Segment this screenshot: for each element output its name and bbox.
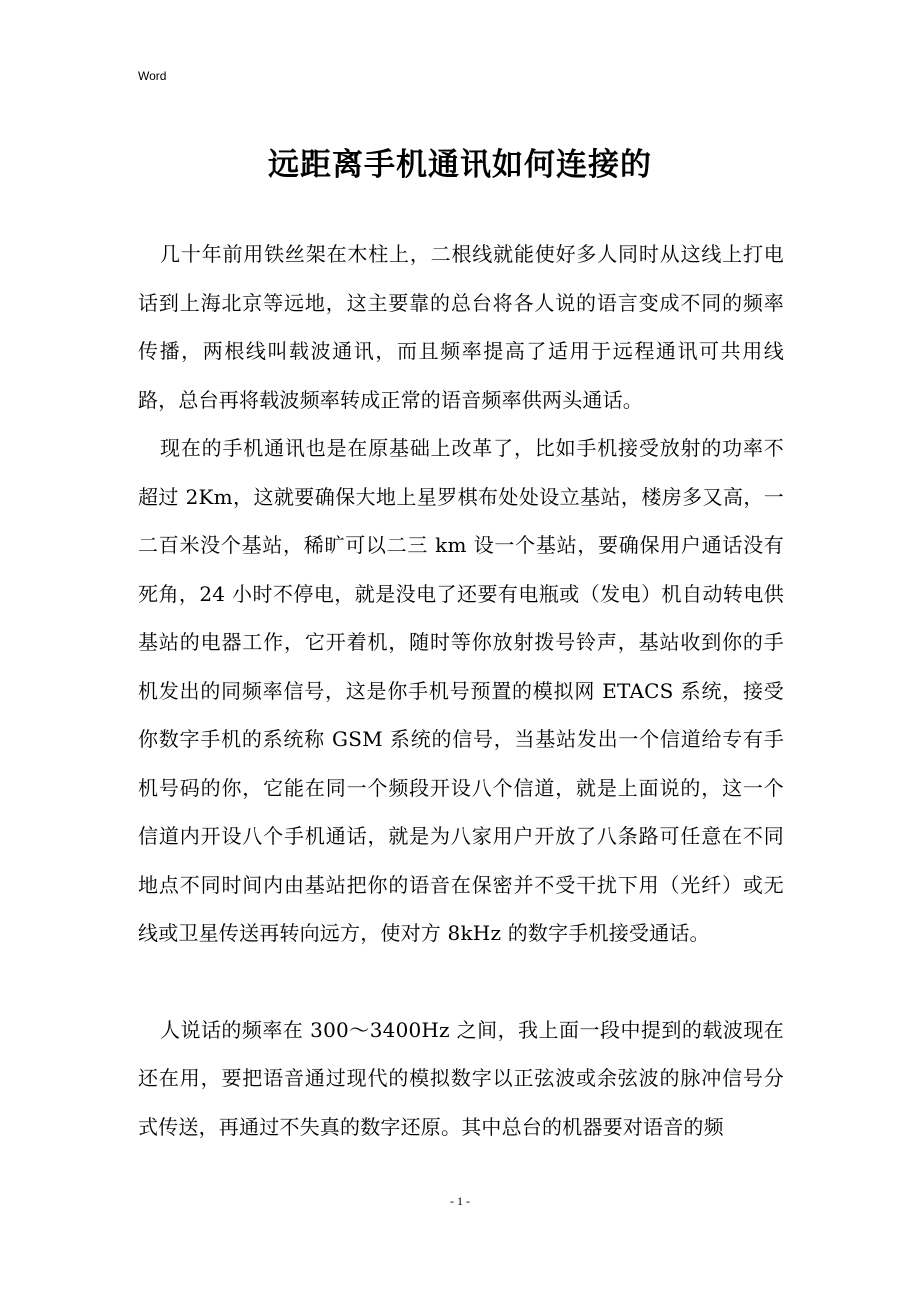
page-number: - 1 -	[450, 1194, 470, 1208]
paragraph-1: 几十年前用铁丝架在木柱上，二根线就能使好多人同时从这线上打电话到上海北京等远地，这主要靠的总台将各人说的语言变成不同的频率传播，两根线叫载波通讯，而且频率提高了适用于远程通讯可共用线路，总台再将载波频率转成正常的语音频率供两头通话。	[138, 242, 784, 412]
paragraph-3: 人说话的频率在 300～3400Hz 之间，我上面一段中提到的载波现在还在用，要把语音通过现代的模拟数字以正弦波或余弦波的脉冲信号分式传送，再通过不失真的数字还原。其中总台的机器要对语音的频	[138, 1017, 784, 1139]
document-title: 远距离手机通讯如何连接的	[268, 147, 652, 183]
paragraph-spacer	[138, 958, 784, 1006]
document-body	[138, 230, 784, 1151]
header-label: Word	[138, 69, 167, 83]
paragraph-2: 现在的手机通讯也是在原基础上改革了，比如手机接受放射的功率不超过 2Km，这就要确保大地上星罗棋布处处设立基站，楼房多又高，一二百米没个基站，稀旷可以二三 km 设一个基站，要确保用户通话没有死角，24 小时不停电，就是没电了还要有电瓶或（发电）机自动转电供基站的电器工作，它开着机，随时等你放射拨号铃声，基站收到你的手机发出的同频率信号，这是你手机号预置的模拟网 ETACS 系统，接受你数字手机的系统称 GSM 系统的信号，当基站发出一个信道给专有手机号码的你，它能在同一个频段开设八个信道，就是上面说的，这一个信道内开设八个手机通话，就是为八家用户开放了八条路可任意在不同地点不同时间内由基站把你的语音在保密并不受干扰下用（光纤）或无线或卫星传送再转向远方，使对方 8kHz 的数字手机接受通话。	[138, 436, 784, 945]
